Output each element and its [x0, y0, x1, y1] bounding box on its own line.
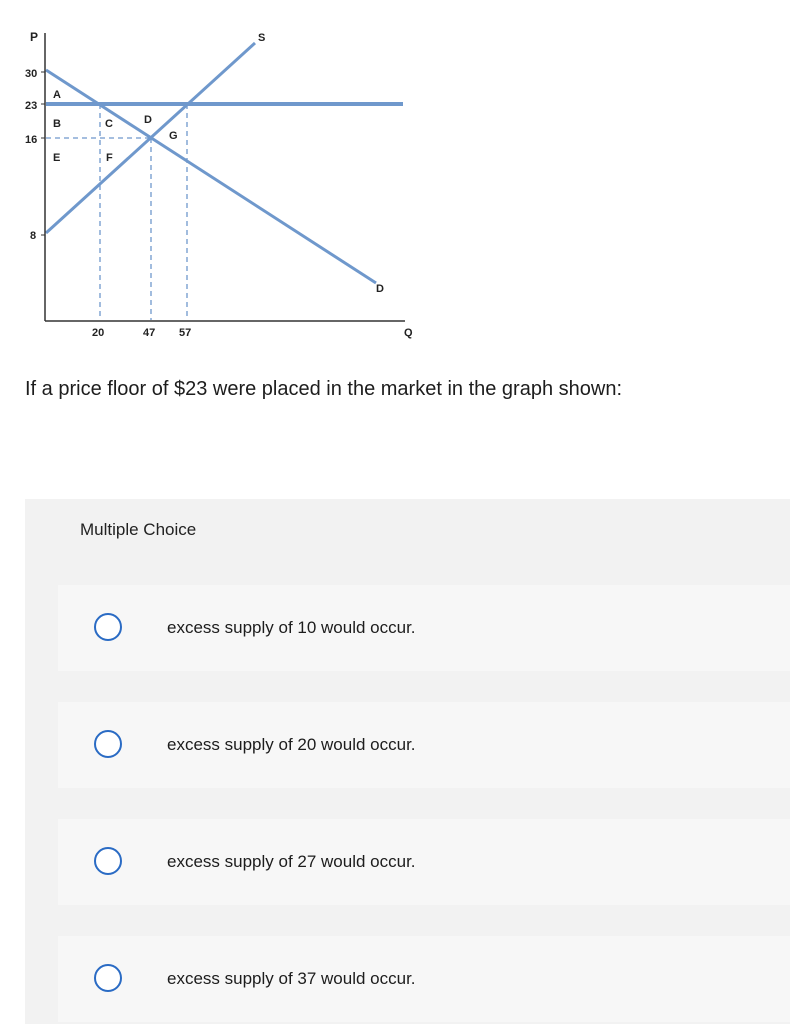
x-tick-20: 20: [92, 327, 105, 339]
y-axis-label: P: [30, 30, 39, 44]
multiple-choice-panel: [25, 499, 790, 1024]
answer-option-label: excess supply of 37 would occur.: [167, 969, 416, 988]
y-tick-16: 16: [25, 134, 38, 146]
answer-option-1[interactable]: [58, 585, 790, 671]
demand-label: D: [376, 283, 384, 295]
area-label-a: A: [53, 89, 61, 101]
answer-option-label: excess supply of 27 would occur.: [167, 852, 416, 871]
supply-label: S: [258, 32, 266, 44]
area-label-f: F: [106, 152, 113, 164]
area-label-c: C: [105, 118, 113, 130]
area-label-d: D: [144, 114, 152, 126]
multiple-choice-title: Multiple Choice: [80, 520, 197, 539]
answer-option-label: excess supply of 10 would occur.: [167, 618, 416, 637]
y-tick-23: 23: [25, 100, 38, 112]
y-tick-8: 8: [30, 230, 37, 242]
question-text: If a price floor of $23 were placed in the market in the graph shown:: [25, 378, 623, 400]
radio-button-icon[interactable]: [94, 964, 122, 992]
supply-demand-graph: [0, 0, 440, 350]
graph-svg: [0, 0, 440, 350]
area-label-b: B: [53, 118, 61, 130]
answer-option-4[interactable]: [58, 936, 790, 1022]
answer-option-label: excess supply of 20 would occur.: [167, 735, 416, 754]
x-tick-57: 57: [179, 327, 192, 339]
answer-option-2[interactable]: [58, 702, 790, 788]
y-tick-30: 30: [25, 68, 38, 80]
radio-button-icon[interactable]: [94, 613, 122, 641]
answer-option-3[interactable]: [58, 819, 790, 905]
demand-curve: [46, 70, 376, 283]
area-label-e: E: [53, 152, 61, 164]
area-label-g: G: [169, 130, 178, 142]
radio-button-icon[interactable]: [94, 730, 122, 758]
x-tick-47: 47: [143, 327, 156, 339]
x-axis-label: Q: [404, 327, 413, 339]
radio-button-icon[interactable]: [94, 847, 122, 875]
